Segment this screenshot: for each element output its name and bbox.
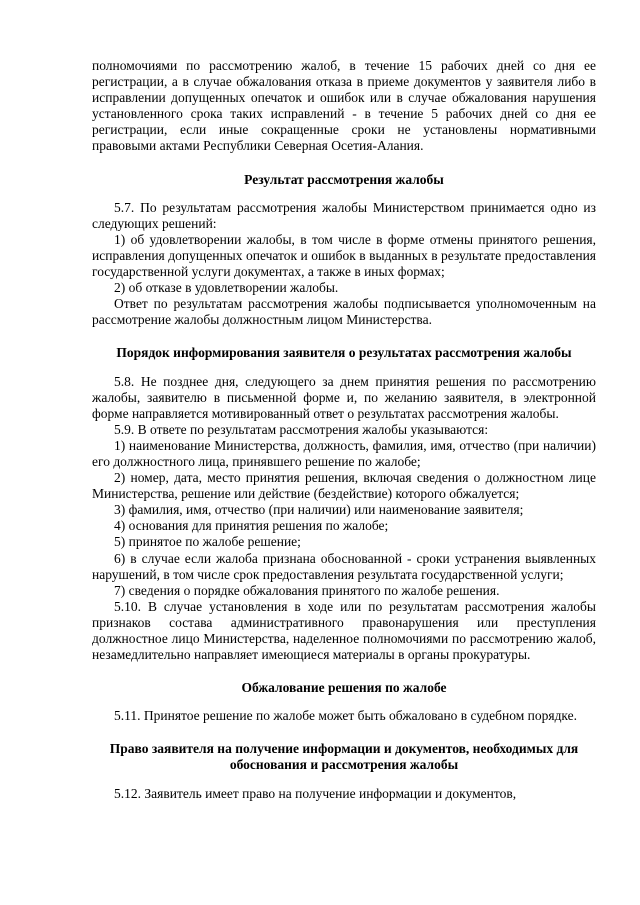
paragraph-5-7-item-1: 1) об удовлетворении жалобы, в том числе в форме отмены принятого решения, исправления допущенных опечаток и ошибок в выданных в результате предоставления государственной услуги документах, а также в иных формах; <box>92 231 596 280</box>
document-page <box>92 58 596 802</box>
paragraph-5-9-item-5: 5) принятое по жалобе решение; <box>114 534 301 550</box>
paragraph-5-8: 5.8. Не позднее дня, следующего за днем принятия решения по рассмотрению жалобы, заявителю в письменной форме и, по желанию заявителя, в электронной форме направляется мотивированный ответ о результатах рассмотрения жалобы. <box>92 373 596 421</box>
heading-inform: Порядок информирования заявителя о результатах рассмотрения жалобы <box>116 345 572 361</box>
paragraph-intro: полномочиями по рассмотрению жалоб, в течение 15 рабочих дней со дня ее регистрации, а в случае обжалования отказа в приеме документов у заявителя либо в исправлении допущенных опечаток и ошибок или в случае обжалования нарушения установленного срока таких исправлений - в течение 5 рабочих дней со дня ее регистрации, если иные сокращенные сроки не установлены нормативными правовыми актами Республики Северная Осетия-Алания. <box>92 58 596 154</box>
paragraph-5-10: 5.10. В случае установления в ходе или по результатам рассмотрения жалобы признаков состава административного правонарушения или преступления должностное лицо Министерства, наделенное полномочиями по рассмотрению жалоб, незамедлительно направляет имеющиеся материалы в органы прокуратуры. <box>92 598 596 663</box>
heading-result: Результат рассмотрения жалобы <box>244 171 444 187</box>
paragraph-5-9-item-3: 3) фамилия, имя, отчество (при наличии) или наименование заявителя; <box>114 502 524 518</box>
paragraph-5-12: 5.12. Заявитель имеет право на получение информации и документов, <box>114 785 517 801</box>
heading-appeal: Обжалование решения по жалобе <box>241 680 447 696</box>
paragraph-5-7-answer: Ответ по результатам рассмотрения жалобы подписывается уполномоченным на рассмотрение жалобы должностным лицом Министерства. <box>92 296 596 328</box>
paragraph-5-9-item-6: 6) в случае если жалоба признана обоснованной - сроки устранения выявленных нарушений, в том числе срок предоставления результата государственной услуги; <box>92 550 596 582</box>
paragraph-5-9-item-1: 1) наименование Министерства, должность, фамилия, имя, отчество (при наличии) его должностного лица, принявшего решение по жалобе; <box>92 437 596 469</box>
paragraph-5-9-item-7: 7) сведения о порядке обжалования принятого по жалобе решения. <box>114 582 500 598</box>
paragraph-5-11: 5.11. Принятое решение по жалобе может быть обжаловано в судебном порядке. <box>114 708 578 724</box>
paragraph-5-7: 5.7. По результатам рассмотрения жалобы Министерством принимается одно из следующих решений: <box>92 199 596 231</box>
heading-right-line-2: обоснования и рассмотрения жалобы <box>229 757 459 773</box>
heading-right-line-1: Право заявителя на получение информации и документов, необходимых для <box>109 741 579 757</box>
paragraph-5-9-item-2: 2) номер, дата, место принятия решения, включая сведения о должностном лице Министерства, решение или действие (бездействие) которого обжалуется; <box>92 470 596 502</box>
paragraph-5-9: 5.9. В ответе по результатам рассмотрения жалобы указываются: <box>114 421 489 437</box>
paragraph-5-9-item-4: 4) основания для принятия решения по жалобе; <box>114 518 389 534</box>
paragraph-5-7-item-2: 2) об отказе в удовлетворении жалобы. <box>114 280 339 296</box>
